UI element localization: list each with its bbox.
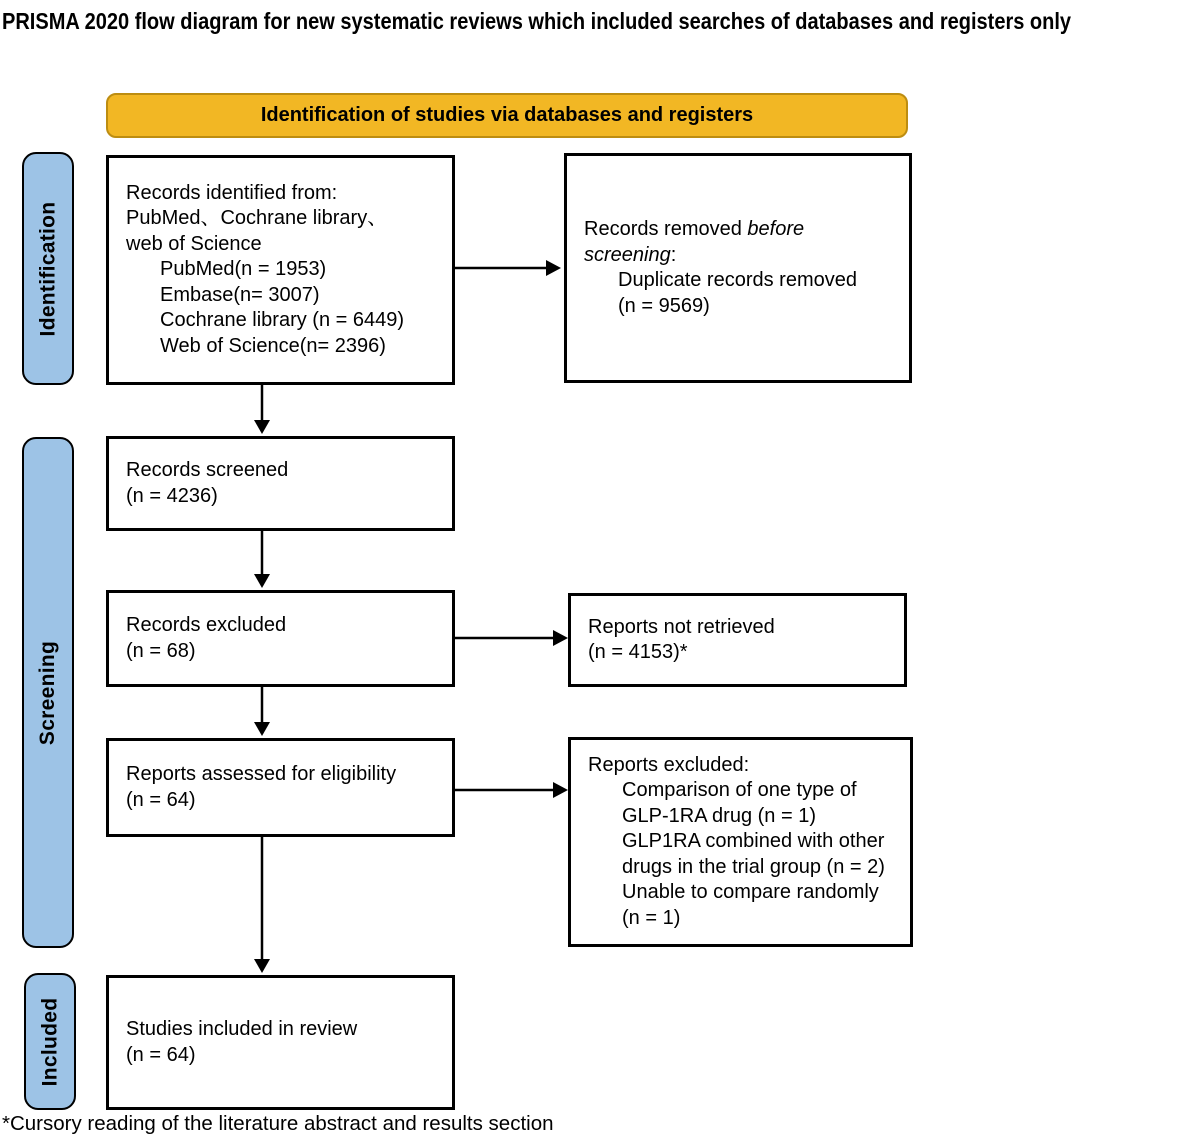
stage-label-screening: Screening [22,437,74,948]
box-text-line: Reports assessed for eligibility [126,763,397,785]
box-text-line: Studies included in review [126,1018,358,1040]
reports-assessed-box [106,738,455,837]
footnote: *Cursory reading of the literature abstract and results section [2,1112,554,1135]
records-excluded-box [106,590,455,687]
box-text-line: Reports excluded: [588,753,750,776]
box-text-line: Records screened [126,459,289,481]
arrow-excluded-to-not-retrieved-icon [455,630,568,646]
box-text-line: Comparison of one type of [622,779,857,802]
box-text-line: Records removed before [584,218,805,240]
diagram-title: PRISMA 2020 flow diagram for new systematic reviews which included searches of databases and registers only [2,8,1072,34]
banner-label: Identification of studies via databases and registers [260,104,754,126]
box-text-line: web of Science [126,232,262,255]
box-text-line: GLP1RA combined with other [622,830,885,853]
box-text-line: (n = 9569) [618,294,710,317]
box-text-line: (n = 4153)* [588,641,688,663]
arrow-identified-to-screened-icon [254,385,270,434]
box-text-line: (n = 68) [126,639,196,662]
records-screened-box [106,436,455,531]
box-text-line: (n = 64) [126,1043,196,1066]
arrow-assessed-to-reports-excluded-icon [455,782,568,798]
box-text-line: PubMed(n = 1953) [160,258,327,281]
reports-excluded-box [568,737,913,947]
reports-not-retrieved-box [568,593,907,687]
records-removed-box [564,153,912,383]
box-text-line: Cochrane library (n = 6449) [160,309,405,332]
box-text-line: Web of Science(n= 2396) [160,334,386,357]
studies-included-box [106,975,455,1110]
records-identified-box [106,155,455,385]
box-text-line: (n = 64) [126,788,196,811]
box-text-line: Reports not retrieved [588,615,775,638]
arrow-identified-to-removed-icon [455,260,561,276]
box-text-line: Duplicate records removed [618,269,857,291]
identification-banner [106,93,908,138]
box-text-line: screening: [584,243,677,266]
box-text-line: GLP-1RA drug (n = 1) [622,804,816,827]
box-text-line: Records excluded [126,614,287,636]
box-text-line: drugs in the trial group (n = 2) [622,855,885,878]
box-text-line: Embase(n= 3007) [160,283,320,306]
arrow-screened-to-excluded-icon [254,531,270,588]
box-text-line: (n = 4236) [126,484,218,507]
stage-label-included: Included [24,973,76,1110]
box-text-line: Unable to compare randomly [622,881,879,904]
box-text-line: Records identified from: [126,181,338,204]
stage-label-identification: Identification [22,152,74,385]
box-text-line: (n = 1) [622,906,681,929]
arrow-excluded-to-assessed-icon [254,687,270,736]
arrow-assessed-to-included-icon [254,837,270,973]
box-text-line: PubMed、Cochrane library、 [126,207,388,230]
